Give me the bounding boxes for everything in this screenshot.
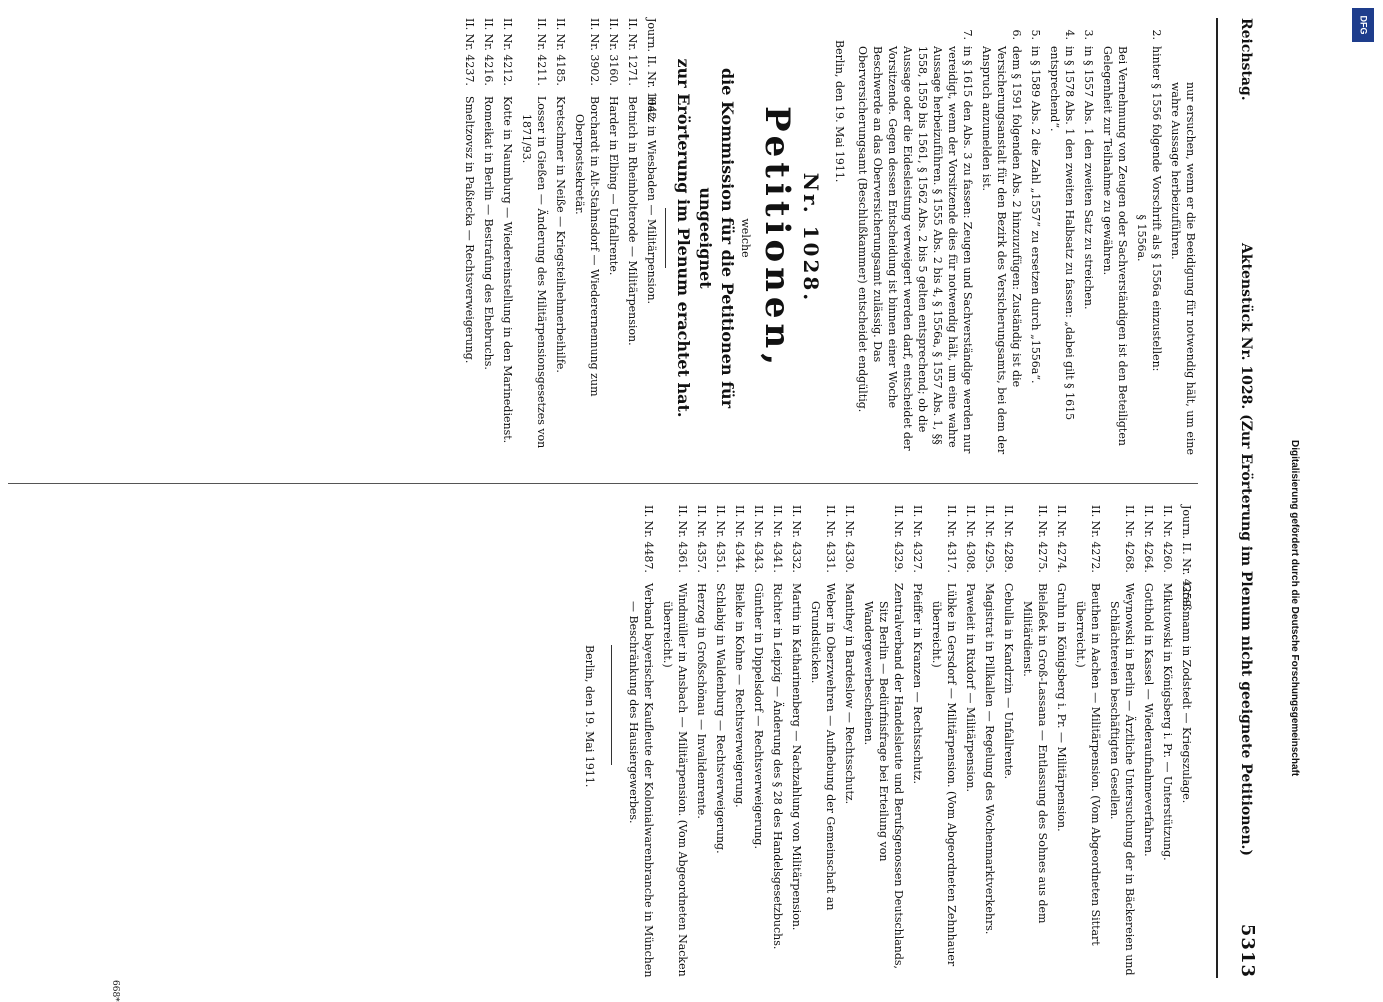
- petition-row: Journ. II. Nr. 4259. Graßmann in Zodstedt — Kriegszulage.: [1180, 505, 1193, 804]
- header-rule: [1216, 18, 1218, 978]
- petition-row: II. Nr. 4275. Bielaßek in Groß-Lassana — Entlassung des Sohnes aus dem Militärdienst.: [1021, 505, 1049, 924]
- list-item: Bei Vernehmung von Zeugen oder Sachverständigen ist den Beteiligten Gelegenheit zur Teilnahme zu gewähren.: [1101, 46, 1129, 446]
- petition-row: II. Nr. 4343. Günther in Dippelsdorf — Rechtsverweigerung.: [752, 505, 765, 849]
- list-item: 7. in § 1615 den Abs. 3 zu fassen: Zeugen und Sachverständige werden nur vereidigt, wenn der Vorsitzende dies für notwendig hält, um eine wahre Aussage herbeizuführen. § 1555 Abs. 2 bis 4, § 1556a, § 1557 Abs. 1, §§ 1558, 1559 bis 1561, § 1562 Abs. 2 bis 5 gelten entsprechend; ob die Aussage oder die Eidesleistung verweigert werden darf, entscheidet der Vorsitzende. Gegen dessen Entscheidung ist binnen einer Woche Beschwerde an das Oberversicherungsamt zulässig. Das Oberversicherungsamt (Beschlußkammer) entscheidet endgültig.: [856, 29, 974, 454]
- digitization-credit: Digitalisierung gefördert durch die Deutsche Forschungsgemeinschaft: [1289, 440, 1300, 777]
- petition-row: II. Nr. 4216. Romeikat in Berlin — Bestrafung des Ehebruchs.: [482, 18, 495, 370]
- date-line: Berlin, den 19. Mai 1911.: [583, 645, 596, 788]
- paragraph-heading: § 1556a.: [1135, 214, 1148, 262]
- petition-row: II. Nr. 4211. Losser in Gießen — Änderung des Militärpensionsgesetzes von 1871/93.: [520, 18, 548, 449]
- petition-row: II. Nr. 4264. Gotthold in Kassel — Wiederaufnahmeverfahren.: [1142, 505, 1155, 857]
- page-mark: 668*: [110, 980, 120, 1002]
- petition-row: II. Nr. 4344. Bielke in Kohne — Rechtsverweigerung.: [733, 505, 746, 808]
- page-number: 5313: [1237, 923, 1258, 978]
- petition-row: II. Nr. 4329. Zentralverband der Handelsleute und Berufsgenossen Deutschlands, Sitz Berlin — Bedürfnisfrage bei Erteilung von Wandergewerbescheinen.: [862, 505, 905, 970]
- petition-row: II. Nr. 4237. Smeltzovsz in Paßiecka — Rechtsverweigerung.: [463, 18, 476, 364]
- petition-row: II. Nr. 4274. Gruhn in Königsberg i. Pr. — Militärpension.: [1055, 505, 1068, 832]
- dfg-logo: DFG: [1352, 8, 1374, 42]
- petition-row: II. Nr. 3902. Borchardt in Alt-Stahnsdorf — Wiederernennung zum Oberpostsekretär.: [573, 18, 601, 397]
- list-item: 6. dem § 1591 folgenden Abs. 2 hinzuzufügen: Zuständig ist die Versicherungsanstalt für den Bezirk des Versicherungsamts, bei dem der Anspruch anzumelden ist.: [980, 29, 1023, 455]
- section-title: Petitionen,: [757, 105, 797, 371]
- page-header: [1228, 18, 1268, 978]
- petition-row: II. Nr. 4317. Lübke in Gersdorf — Militärpension. (Vom Abgeordneten Zehnhauer überreicht.): [930, 505, 958, 967]
- divider: [665, 208, 666, 268]
- petition-row: II. Nr. 4330. Manthey in Bardeslow — Rechtsschutz.: [843, 505, 856, 805]
- petition-row: II. Nr. 4341. Richter in Leipzig — Änderung des § 28 des Handelsgesetzbuchs.: [771, 505, 784, 950]
- petition-row: II. Nr. 4331. Weber in Oberzwehren — Aufhebung der Gemeinschaft an Grundstücken.: [809, 505, 837, 911]
- petition-row: Journ. II. Nr. 1042. Hatz in Wiesbaden — Militärpension.: [645, 18, 658, 305]
- petition-row: II. Nr. 4308. Paweleit in Rixdorf — Militärpension.: [964, 505, 977, 792]
- petition-row: II. Nr. 1271. Betnich in Rheinholterode — Militärpension.: [626, 18, 639, 346]
- petition-row: II. Nr. 4185. Kretschmer in Neiße — Kriegsteilnehmerbeihilfe.: [554, 18, 567, 373]
- section-heading-line-1: die Kommission für die Petitionen für ungeeignet: [696, 67, 737, 409]
- petition-row: II. Nr. 3160. Harder in Elbing — Unfallrente.: [607, 18, 620, 276]
- petition-row: II. Nr. 4295. Magistrat in Pillkallen — Regelung des Wochenmarktverkehrs.: [983, 505, 996, 935]
- list-item: 3. in § 1557 Abs. 1 den zweiten Satz zu streichen.: [1082, 29, 1095, 310]
- petition-row: II. Nr. 4487. Verband bayerischer Kaufleute der Kolonialwarenbranche in München — Beschränkung des Hausiergewerbes.: [627, 505, 655, 978]
- petition-row: II. Nr. 4327. Pfeiffer in Kranzen — Rechtsschutz.: [911, 505, 924, 784]
- petition-row: II. Nr. 4272. Beuthen in Aachen — Militärpension. (Vom Abgeordneten Sittart überreicht.): [1074, 505, 1102, 946]
- petition-row: II. Nr. 4361. Windmüller in Ansbach — Militärpension. (Vom Abgeordneten Nacken überreicht.): [661, 505, 689, 977]
- petition-row: II. Nr. 4357. Herzog in Großschönau — Invalidenrente.: [695, 505, 708, 819]
- petition-row: II. Nr. 4351. Schlabig in Waldenburg — Rechtsverweigerung.: [714, 505, 727, 854]
- petition-row: II. Nr. 4268. Weynowski in Berlin — Ärztliche Untersuchung der in Bäckereien und Schlächtereien beschäftigten Gesellen.: [1108, 505, 1136, 976]
- list-item: 5. in § 1589 Abs. 2 die Zahl „1557“ zu ersetzen durch „1556a“.: [1029, 29, 1042, 384]
- right-column: [582, 505, 1198, 980]
- petition-row: II. Nr. 4212. Kotte in Naumburg — Wiedereinstellung in den Marinedienst.: [501, 18, 514, 444]
- petition-row: II. Nr. 4289. Cebulla in Kandrzin — Unfallrente.: [1002, 505, 1015, 780]
- header-center: Aktenstück Nr. 1028. (Zur Erörterung im Plenum nicht geeignete Petitionen.): [1238, 243, 1254, 857]
- section-number: Nr. 1028.: [799, 172, 823, 304]
- date-line: Berlin, den 19. Mai 1911.: [833, 40, 846, 183]
- header-left: Reichstag.: [1238, 18, 1254, 101]
- intro-text: nur ersuchen, wenn er die Beeidigung für notwendig hält, um eine wahre Aussage herbeizuführen.: [1169, 82, 1197, 455]
- divider: [611, 645, 612, 765]
- petition-row: II. Nr. 4260. Mikutowski in Königsberg i. Pr. — Unterstützung.: [1161, 505, 1174, 861]
- petition-row: II. Nr. 4332. Martin in Katharinenberg — Nachzahlung von Militärpension.: [790, 505, 803, 931]
- welche-text: welche: [739, 218, 752, 258]
- left-column: [462, 18, 1198, 458]
- section-heading-line-2: zur Erörterung im Plenum erachtet hat.: [674, 58, 693, 418]
- column-divider: [8, 483, 1198, 484]
- list-item: 4. in § 1578 Abs. 1 den zweiten Halbsatz zu fassen: „dabei gilt § 1615 entsprechend“.: [1048, 29, 1076, 421]
- list-item: 2. hinter § 1556 folgende Vorschrift als § 1556a einzustellen:: [1150, 29, 1163, 372]
